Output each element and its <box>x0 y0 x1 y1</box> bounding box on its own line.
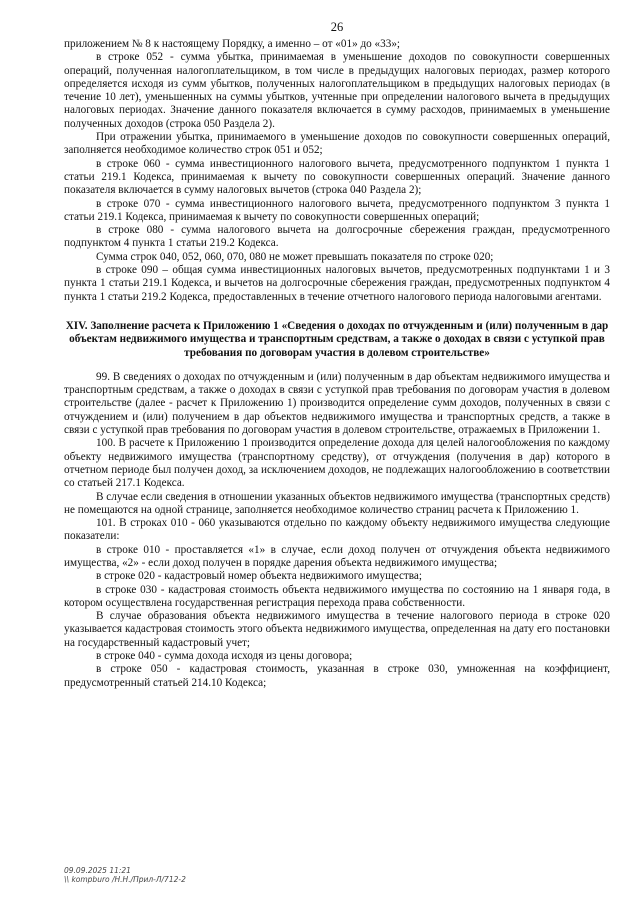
paragraph: в строке 070 - сумма инвестиционного налогового вычета, предусмотренного подпунктом 3 пункта 1 статьи 219.1 Кодекса, принимаемая к вычету по совокупности совершенных операций; <box>64 197 610 223</box>
footer-date: 09.09.2025 11:21 <box>64 866 131 875</box>
paragraph: в строке 052 - сумма убытка, принимаемая в уменьшение доходов по совокупности совершенных операций, полученная налогоплательщиком, в том числе в предыдущих налоговых периодах, размер которого определяется исходя из сумм убытков, полученных налогоплательщиком в предыдущих налоговых периодах (в течение 10 лет), уменьшенных на суммы убытков, учтенные при определении налогового вычета в предыдущих налоговых периодах. Значение данного показателя включается в сумму расходов, принимаемых в уменьшение полученных доходов (строка 050 Раздела 2). <box>64 51 610 130</box>
paragraph: В случае если сведения в отношении указанных объектов недвижимого имущества (транспортных средств) не помещаются на одной странице, заполняется необходимое количество страниц расчета к Приложению 1. <box>64 490 610 516</box>
paragraph: Сумма строк 040, 052, 060, 070, 080 не может превышать показателя по строке 020; <box>96 250 494 263</box>
section-heading: XIV. Заполнение расчета к Приложению 1 «Сведения о доходах по отчужденным и (или) полученным в дар объектам недвижимого имущества и транспортным средствам, а также о доходах в связи с уступкой прав требования по договорам участия в долевом строительстве» <box>65 319 609 359</box>
paragraph: приложением № 8 к настоящему Порядку, а именно – от «01» до «33»; <box>64 38 401 50</box>
paragraph: в строке 090 – общая сумма инвестиционных налоговых вычетов, предусмотренных подпунктами 1 и 3 пункта 1 статьи 219.1 Кодекса, и вычетов на долгосрочные сбережения граждан, предусмотренных подпунктом 4 пункта 1 статьи 219.2 Кодекса, предоставленных в течение отчетного налогового периода налоговыми агентами. <box>64 264 610 303</box>
paragraph: 101. В строках 010 - 060 указываются отдельно по каждому объекту недвижимого имущества следующие показатели: <box>64 517 610 543</box>
paragraph: в строке 050 - кадастровая стоимость, указанная в строке 030, умноженная на коэффициент, предусмотренный статьей 214.10 Кодекса; <box>64 663 610 689</box>
text-block-2 <box>64 371 610 690</box>
footer <box>64 866 186 884</box>
paragraph: в строке 040 - сумма дохода исходя из цены договора; <box>96 650 353 663</box>
paragraph: в строке 010 - проставляется «1» в случае, если доход получен от отчуждения объекта недвижимого имущества, «2» - если доход получен в порядке дарения объекта недвижимого имущества; <box>64 543 610 569</box>
footer-path: \\ kompburo /Н.Н./Прил-Л/712-2 <box>64 875 186 884</box>
paragraph: В случае образования объекта недвижимого имущества в течение налогового периода в строке 020 указывается кадастровая стоимость этого объекта недвижимого имущества, определенная на дату его постановки на государственный кадастровый учет; <box>64 610 610 649</box>
paragraph: в строке 060 - сумма инвестиционного налогового вычета, предусмотренного подпунктом 1 пункта 1 статьи 219.1 Кодекса, принимаемая к вычету по совокупности совершенных операций. Значение данного показателя включается в сумму налоговых вычетов (строка 040 Раздела 2); <box>64 157 610 197</box>
paragraph: в строке 080 - сумма налогового вычета на долгосрочные сбережения граждан, предусмотренного подпунктом 4 пункта 1 статьи 219.2 Кодекса. <box>64 224 610 250</box>
paragraph: 100. В расчете к Приложению 1 производится определение дохода для целей налогообложения по каждому объекту недвижимого имущества (транспортному средству), от отчуждения (получения в дар) которого в отчетном периоде был получен доход, за исключением доходов, не подлежащих налогообложению в соответствии со статьей 217.1 Кодекса. <box>64 437 610 490</box>
text-block-1 <box>64 38 610 304</box>
paragraph: При отражении убытка, принимаемого в уменьшение доходов по совокупности совершенных операций, заполняется необходимое количество строк 051 и 052; <box>64 131 610 157</box>
paragraph: 99. В сведениях о доходах по отчужденным и (или) полученным в дар объектам недвижимого имущества и транспортным средствам, а также о доходах в связи с уступкой прав требования по договорам участия в долевом строительстве (далее - расчет к Приложению 1) производится определение сумм доходов, полученных в связи с отчуждением и (или) получением в дар объектов недвижимого имущества и транспортных средств, а также в связи с уступкой прав требования по договорам участия в долевом строительстве, отражаемых в Приложении 1. <box>64 370 610 437</box>
paragraph: в строке 020 - кадастровый номер объекта недвижимого имущества; <box>96 570 423 583</box>
paragraph: в строке 030 - кадастровая стоимость объекта недвижимого имущества по состоянию на 1 января года, в котором осуществлена государственная регистрация перехода права собственности. <box>64 583 610 609</box>
page-number: 26 <box>330 20 344 34</box>
